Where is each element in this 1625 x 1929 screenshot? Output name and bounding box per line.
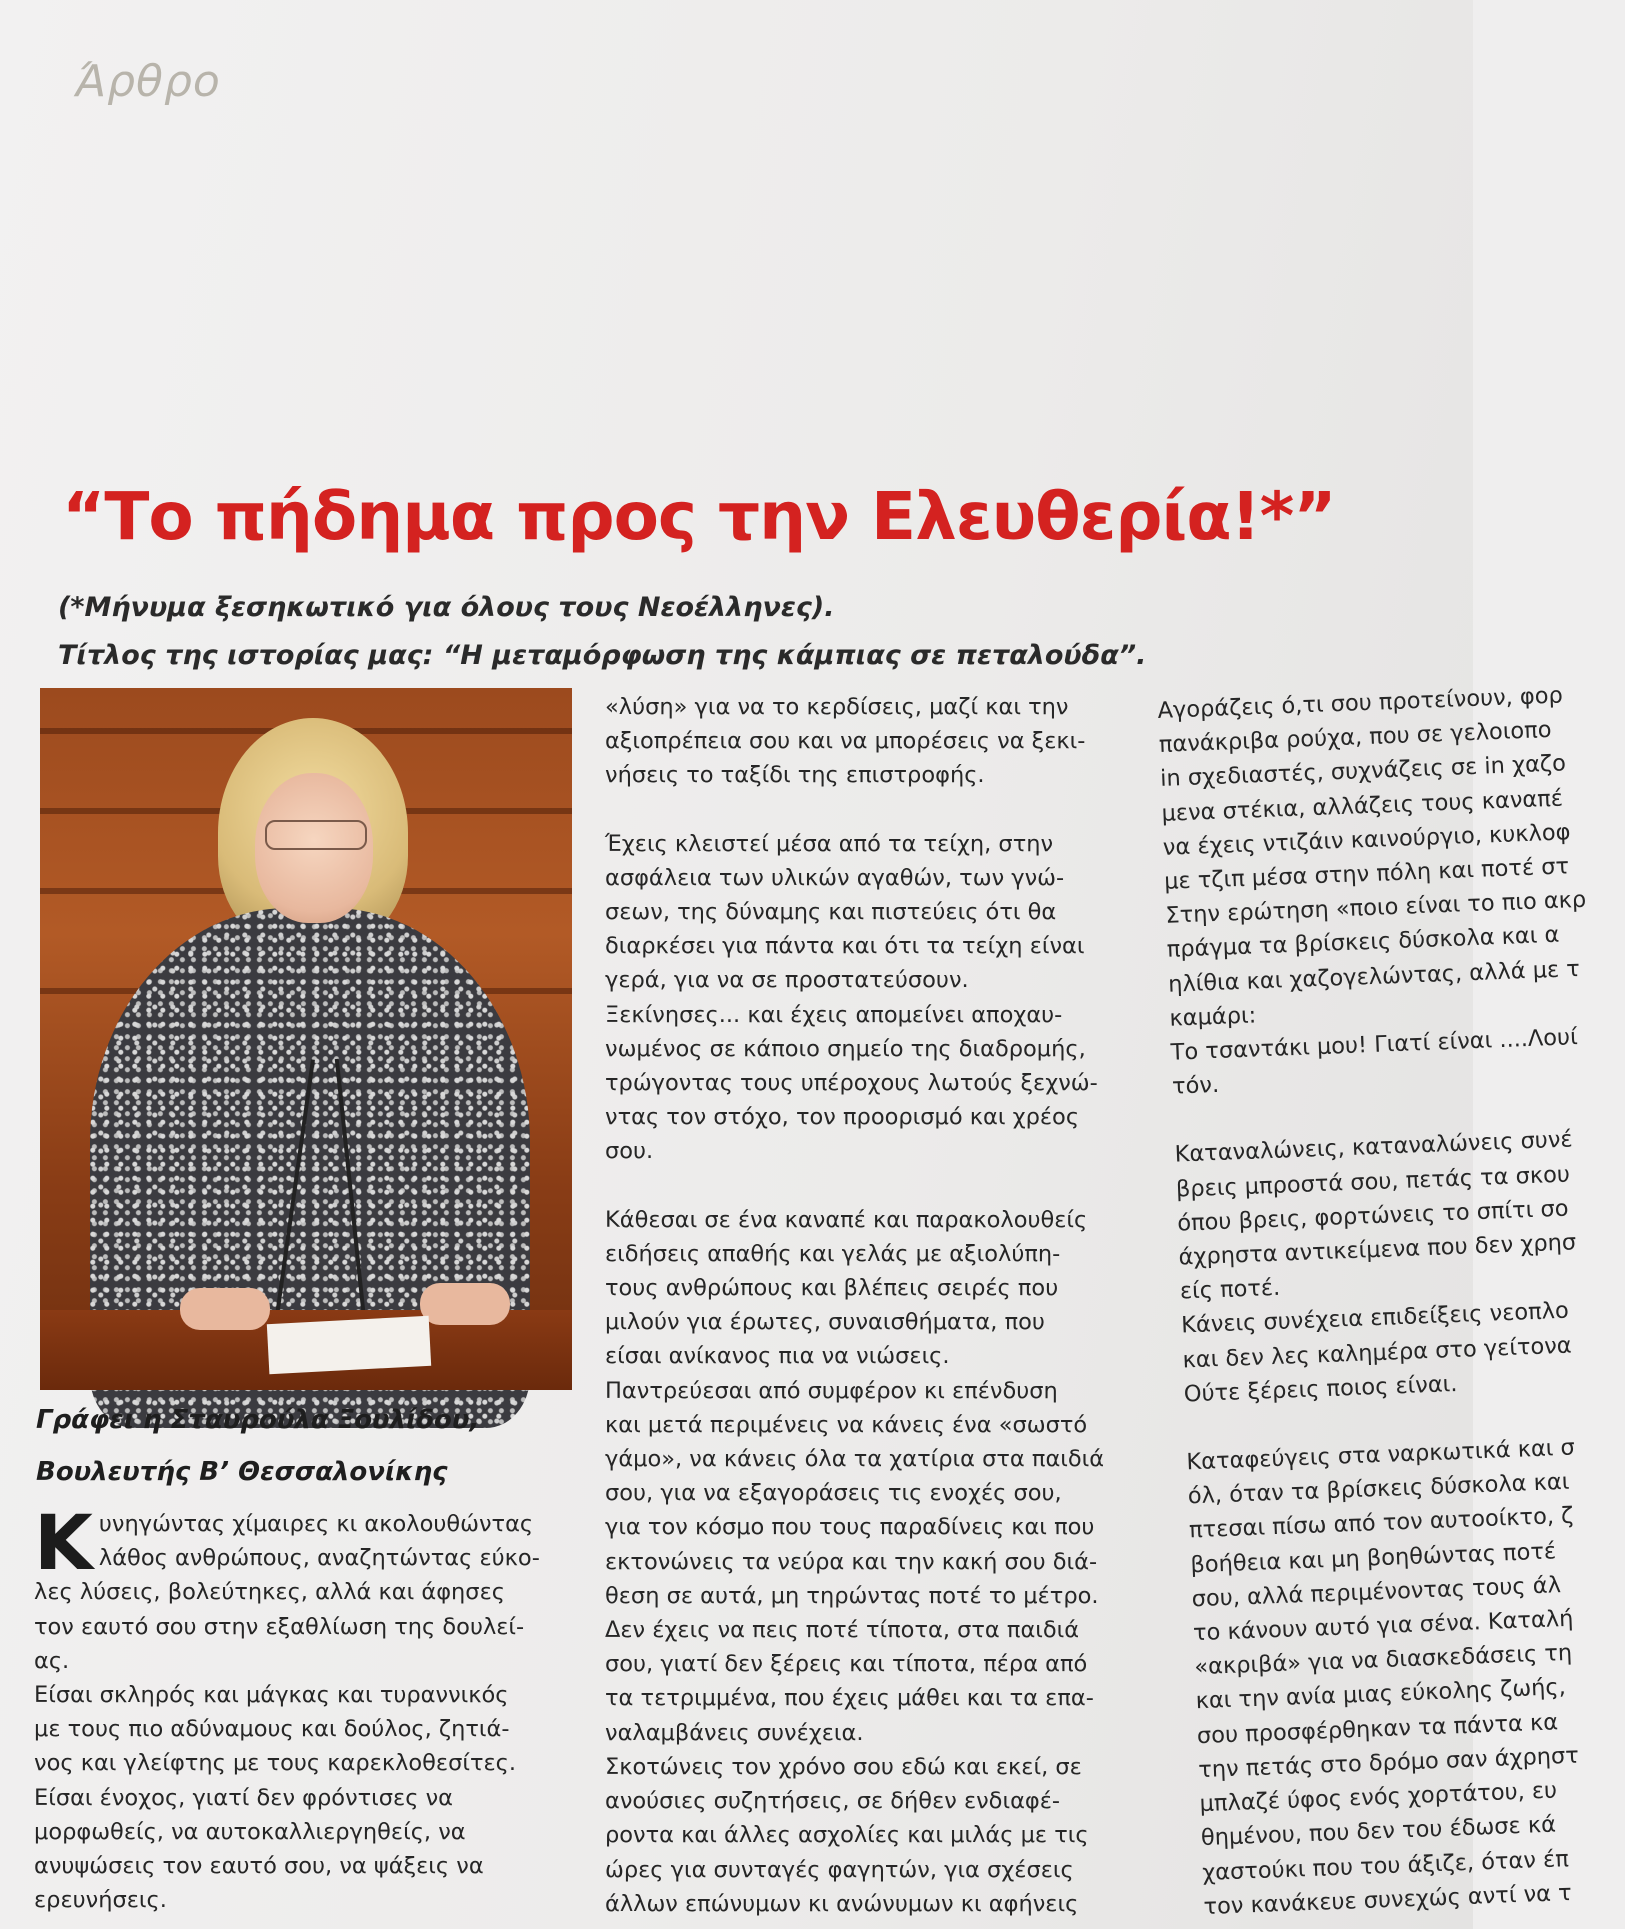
column-3-line: πτεσαι πίσω από τον αυτοοίκτο, ζ [1188,1503,1574,1544]
column-1-line: ερευνήσεις. [34,1887,167,1914]
column-2-line: θεση σε αυτά, μη τηρώντας ποτέ το μέτρο. [605,1582,1099,1609]
column-2-line: άλλων επώνυμων κι ανώνυμων κι αφήνεις [605,1890,1079,1917]
column-1-line: τον εαυτό σου στην εξαθλίωση της δουλεί- [34,1613,525,1640]
column-3-line: σου, αλλά περιμένοντας τους άλ [1191,1572,1562,1613]
column-3-line: Ούτε ξέρεις ποιος είναι. [1183,1370,1458,1408]
column-3-line: με τζιπ μέσα στην πόλη και ποτέ στ [1163,853,1570,895]
column-1-line: υνηγώντας χίμαιρες κι ακολουθώντας [98,1511,534,1537]
column-1-line: Είσαι σκληρός και μάγκας και τυραννικός [34,1682,509,1709]
column-3-line: Στην ερώτηση «ποιο είναι το πιο ακρ [1165,886,1587,930]
column-3-line: πράγμα τα βρίσκεις δύσκολα και α [1166,922,1560,964]
column-2-line: ναλαμβάνεις συνέχεια. [605,1719,864,1746]
column-3-line: άχρηστα αντικείμενα που δεν χρησ [1178,1229,1577,1271]
article-headline: “Το πήδημα προς την Ελευθερία!*” [62,478,1336,555]
column-2-line: ντας τον στόχο, τον προορισμό και χρέος [605,1104,1080,1131]
column-3-line: «ακριβά» για να διασκεδάσεις τη [1193,1640,1573,1681]
column-3-line: όλ, όταν τα βρίσκεις δύσκολα και [1187,1469,1570,1510]
author-photo [40,688,572,1390]
column-3-line: όπου βρεις, φορτώνεις το σπίτι σο [1176,1195,1569,1237]
column-3-line: την πετάς στο δρόμο σαν άχρηστ [1197,1742,1580,1784]
column-2-line: σου, γιατί δεν ξέρεις και τίποτα, πέρα από [605,1651,1088,1678]
column-2-line: αξιοπρέπεια σου και να μπορέσεις να ξεκι- [605,728,1086,755]
column-2-line: σεων, της δύναμης και πιστεύεις ότι θα [605,899,1057,926]
column-1-line: με τους πιο αδύναμους και δούλος, ζητιά- [34,1716,510,1743]
column-2-line: σου, για να εξαγοράσεις τις ενοχές σου, [605,1480,1062,1507]
column-3-line: βοήθεια και μη βοηθώντας ποτέ [1189,1537,1557,1579]
column-2-line: διαρκέσει για πάντα και ότι τα τείχη είναι [605,933,1085,960]
column-3-line: ηλίθια και χαζογελώντας, αλλά με τ [1167,955,1581,998]
column-3-line: in σχεδιαστές, συχνάζεις σε in χαζο [1159,750,1567,793]
column-2-line: Κάθεσαι σε ένα καναπέ και παρακολουθείς [605,1206,1088,1233]
column-2-line: «λύση» για να το κερδίσεις, μαζί και την [605,694,1069,720]
column-2-line: Σκοτώνεις τον χρόνο σου εδώ και εκεί, σε [605,1753,1082,1780]
column-3-line: Καταφεύγεις στα ναρκωτικά και σ [1186,1434,1576,1476]
article-subtitle-story-title: Τίτλος της ιστορίας μας: “Η μεταμόρφωση της κάμπιας σε πεταλούδα”. [58,640,1147,671]
column-3-line: βρεις μπροστά σου, πετάς τα σκου [1175,1161,1571,1203]
column-3-line: καμάρι: [1168,1002,1257,1032]
column-3-line: το κάνουν αυτό για σένα. Καταλή [1192,1605,1574,1647]
column-3-line: θημένου, που δεν του έδωσε κά [1200,1811,1557,1852]
column-2-line: ειδήσεις απαθής και γελάς με αξιολύπη- [605,1240,1061,1267]
article-subtitle-note: (*Μήνυμα ξεσηκωτικό για όλους τους Νεοέλληνες). [58,592,835,623]
column-2-line [605,1169,1125,1203]
author-byline-name: Γράφει η Σταυρούλα Ξουλίδου, [36,1405,480,1435]
column-3-line: Καταναλώνεις, καταναλώνεις συνέ [1174,1126,1574,1169]
column-2-line: μιλούν για έρωτες, συναισθήματα, που [605,1309,1045,1336]
column-1-line: νος και γλείφτης με τους καρεκλοθεσίτες. [34,1750,517,1777]
article-column-3 [1157,681,1587,1924]
column-2-line: εκτονώνεις τα νεύρα και την κακή σου διά- [605,1548,1098,1575]
column-3-line: χαστούκι που του άξιζε, όταν έπ [1201,1845,1570,1886]
article-column-2 [605,690,1125,1921]
column-3-line: να έχεις ντιζάιν καινούργιο, κυκλοφ [1162,819,1571,861]
column-2-line: γάμο», να κάνεις όλα τα χατίρια στα παιδιά [605,1446,1105,1473]
column-3-line: πανάκριβα ρούχα, που σε γελοιοπο [1158,717,1552,759]
column-3-line: σου προσφέρθηκαν τα πάντα κα [1196,1709,1559,1749]
column-1-line: ανυψώσεις τον εαυτό σου, να ψάξεις να [34,1853,484,1880]
column-2-line: σου. [605,1138,654,1165]
column-2-line: τα τετριμμένα, που έχεις μάθει και τα επα- [605,1685,1094,1712]
column-1-line: λάθος ανθρώπους, αναζητώντας εύκο- [98,1545,540,1572]
column-3-line: και την ανία μιας εύκολης ζωής, [1195,1674,1567,1715]
column-2-line: ανούσιες συζητήσεις, σε δήθεν ενδιαφέ- [605,1788,1061,1815]
column-2-line: τρώγοντας τους υπέροχους λωτούς ξεχνώ- [605,1070,1098,1097]
column-2-line: και μετά περιμένεις να κάνεις ένα «σωστό [605,1411,1088,1438]
column-2-line [605,793,1125,827]
column-2-line: γερά, για να σε προστατεύσουν. [605,967,969,994]
column-3-line: τόν. [1171,1072,1220,1100]
column-2-line: ροντα και άλλες ασχολίες και μιλάς με τις [605,1822,1089,1849]
column-2-line: Δεν έχεις να πεις ποτέ τίποτα, στα παιδιά [605,1617,1080,1644]
column-2-line: νωμένος σε κάποιο σημείο της διαδρομής, [605,1035,1086,1062]
drop-cap: Κ [34,1498,93,1587]
column-2-line: είσαι ανίκανος πια να νιώσεις. [605,1343,950,1370]
article-column-1 [34,1498,554,1917]
column-3-line: Το τσαντάκι μου! Γιατί είναι ....Λουί [1170,1024,1579,1066]
column-2-line: Ξεκίνησες... και έχεις απομείνει αποχαυ- [605,1001,1063,1028]
column-1-line: λες λύσεις, βολεύτηκες, αλλά και άφησες [34,1579,505,1606]
column-2-line: Έχεις κλειστεί μέσα από τα τείχη, στην [605,830,1054,857]
column-3-line: μενα στέκια, αλλάζεις τους καναπέ [1161,785,1564,827]
column-3-line: είς ποτέ. [1179,1274,1281,1305]
column-2-line: νήσεις το ταξίδι της επιστροφής. [605,762,985,789]
column-3-line: μπλαζέ ύφος ενός χορτάτου, ευ [1199,1777,1558,1818]
column-1-line: ας. [34,1647,70,1674]
column-2-line: Παντρεύεσαι από συμφέρον κι επένδυση [605,1377,1058,1404]
column-3-line: τον κανάκευε συνεχώς αντί να τ [1203,1879,1573,1920]
column-2-line: ασφάλεια των υλικών αγαθών, των γνώ- [605,864,1065,891]
section-label: Άρθρο [76,56,221,107]
column-3-line: Κάνεις συνέχεια επιδείξεις νεοπλο [1180,1298,1570,1339]
column-1-line: Είσαι ένοχος, γιατί δεν φρόντισες να [34,1784,453,1811]
column-3-line: Αγοράζεις ό,τι σου προτείνουν, φορ [1157,682,1564,724]
column-2-line: τους ανθρώπους και βλέπεις σειρές που [605,1275,1059,1302]
author-byline-role: Βουλευτής Β’ Θεσσαλονίκης [36,1457,448,1487]
column-3-line: και δεν λες καλημέρα στο γείτονα [1182,1332,1573,1374]
column-2-line: ώρες για συνταγές φαγητών, για σχέσεις [605,1856,1074,1883]
column-1-line: μορφωθείς, να αυτοκαλλιεργηθείς, να [34,1818,466,1845]
column-2-line: για τον κόσμο που τους παραδίνεις και που [605,1514,1095,1541]
